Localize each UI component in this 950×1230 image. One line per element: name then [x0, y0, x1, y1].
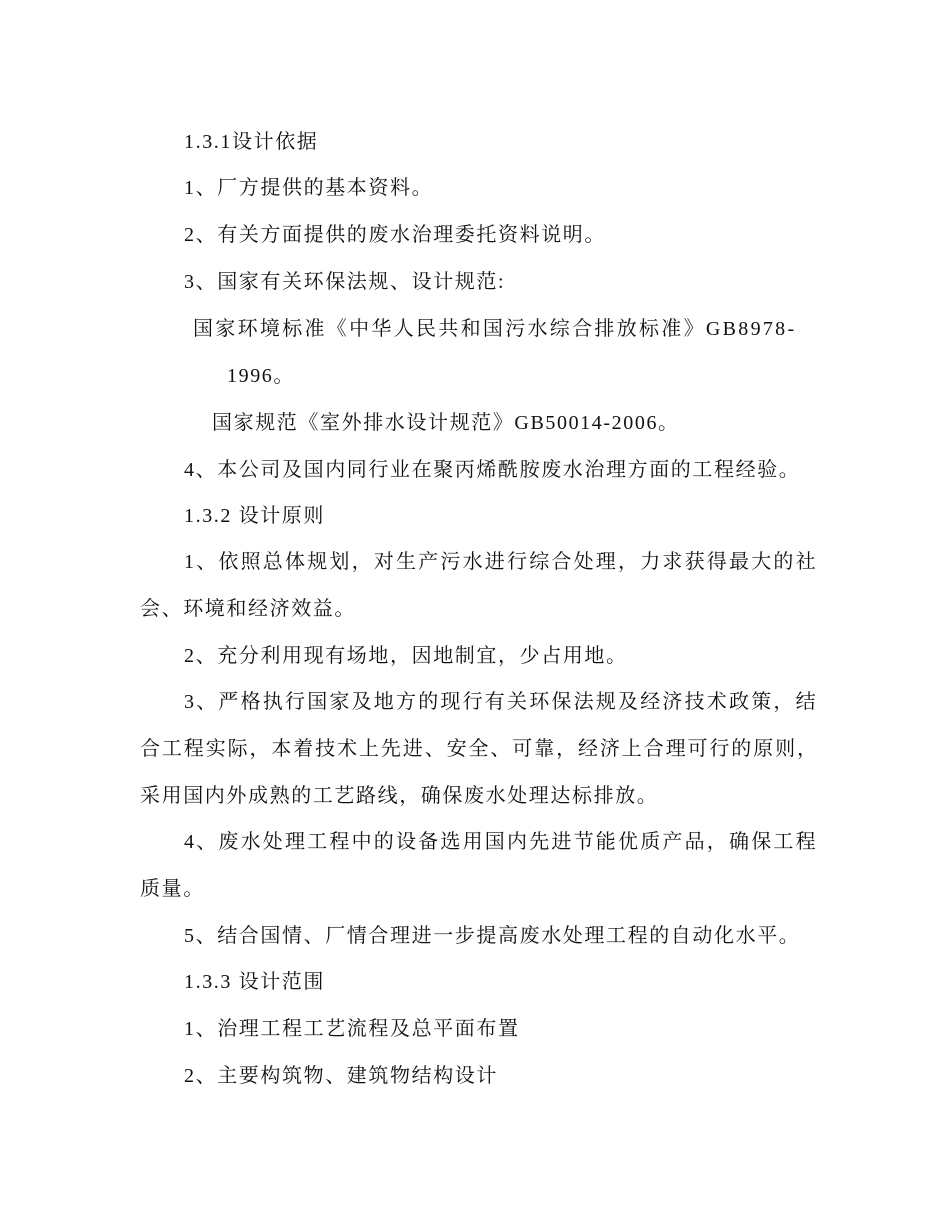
scope-item-1: 1、治理工程工艺流程及总平面布置 [184, 1018, 520, 1040]
principle-5: 5、结合国情、厂情合理进一步提高废水处理工程的自动化水平。 [184, 925, 801, 947]
standard-1-line-2: 1996。 [227, 365, 295, 387]
scope-item-2: 2、主要构筑物、建筑物结构设计 [184, 1065, 498, 1087]
basis-item-4: 4、本公司及国内同行业在聚丙烯酰胺废水治理方面的工程经验。 [184, 459, 801, 481]
principle-3-line-1: 3、严格执行国家及地方的现行有关环保法规及经济技术政策，结 [184, 691, 818, 713]
principle-3-line-2: 合工程实际，本着技术上先进、安全、可靠，经济上合理可行的原则， [140, 738, 819, 760]
principle-3-line-3: 采用国内外成熟的工艺路线，确保废水处理达标排放。 [140, 785, 659, 807]
principle-4-line-2: 质量。 [140, 878, 205, 900]
principle-1-line-2: 会、环境和经济效益。 [140, 598, 356, 620]
section-heading-1-3-3: 1.3.3 设计范围 [184, 971, 325, 993]
basis-item-3: 3、国家有关环保法规、设计规范: [184, 271, 506, 293]
section-heading-1-3-1: 1.3.1设计依据 [184, 131, 319, 153]
standard-1-line-1: 国家环境标准《中华人民共和国污水综合排放标准》GB8978- [193, 318, 797, 340]
section-heading-1-3-2: 1.3.2 设计原则 [184, 505, 325, 527]
standard-2: 国家规范《室外排水设计规范》GB50014-2006。 [212, 412, 680, 434]
principle-4-line-1: 4、废水处理工程中的设备选用国内先进节能优质产品，确保工程 [184, 831, 818, 853]
basis-item-2: 2、有关方面提供的废水治理委托资料说明。 [184, 224, 606, 246]
principle-1-line-1: 1、依照总体规划，对生产污水进行综合处理，力求获得最大的社 [184, 551, 818, 573]
principle-2: 2、充分利用现有场地，因地制宜，少占用地。 [184, 645, 628, 667]
basis-item-1: 1、厂方提供的基本资料。 [184, 177, 434, 199]
